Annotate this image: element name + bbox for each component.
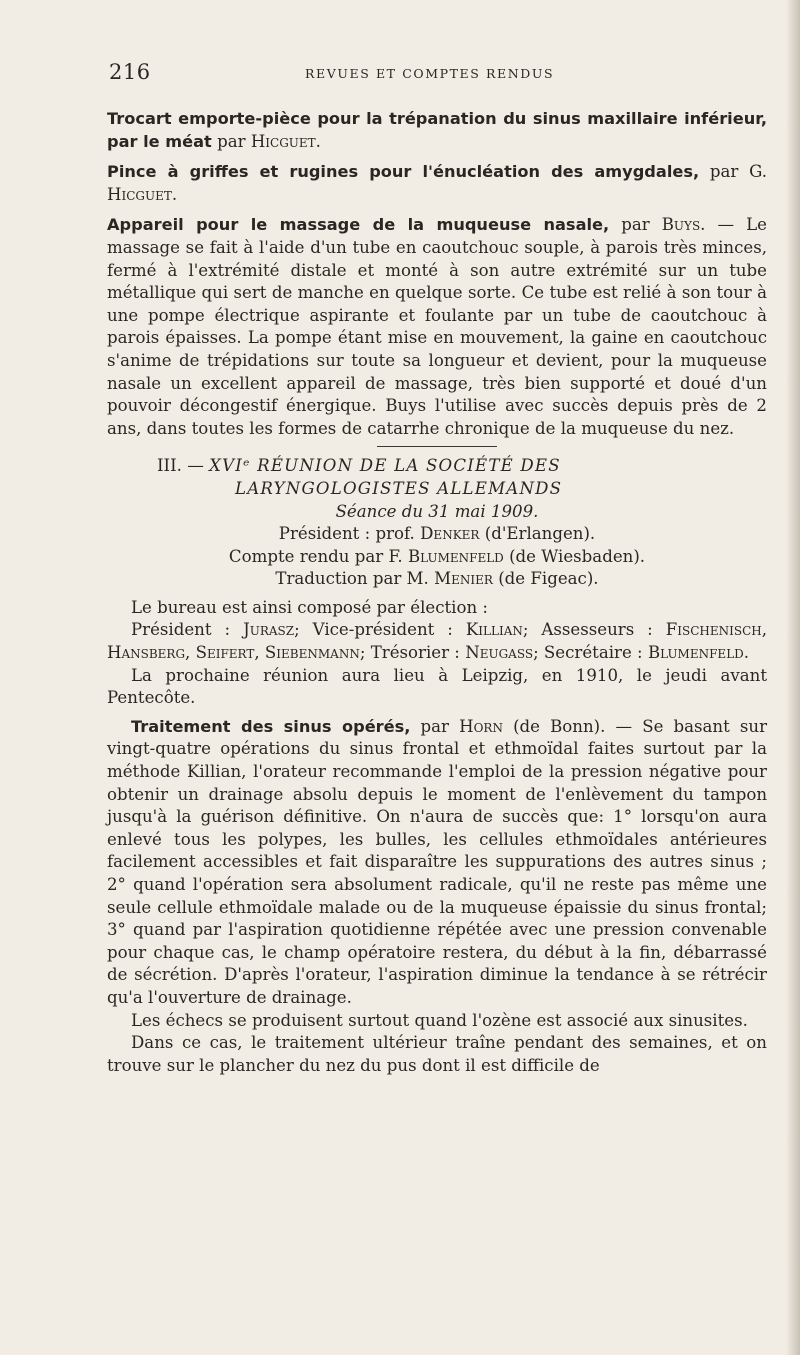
bureau-treasurer-label: ; Trésorier : [359, 643, 460, 663]
translation-place: (de Figeac). [498, 569, 599, 589]
section-translation [107, 568, 767, 591]
entry-author: G. Hicguet. [107, 162, 768, 204]
bureau-assessors-label: ; Assesseurs : [522, 620, 653, 640]
bureau-secretary: Blumenfeld. [647, 643, 750, 663]
section-title-line2: LARYNGOLOGISTES ALLEMANDS [235, 478, 563, 498]
report-name: Blumenfeld [407, 546, 504, 566]
article-by: par [420, 716, 449, 736]
entry-by: par [621, 215, 650, 235]
page-number: 216 [109, 60, 151, 84]
article-text: — Se basant sur vingt-quatre opérations du sinus frontal et ethmoïdal faites surtout par la méthode Killian, l'orateur recommande l'emploi de la pression négative pour obtenir un drainage absolu depuis le moment de l'enlèvement du tampon jusqu'à la guérison définitive. On n'aura de succès que: 1° lorsqu'on aura enlevé tous les polypes, les bulles, les cellules ethmoïdales antérieures facilement accessibles et fait disparaître les suppurations des autres sinus ; 2° quand l'opération sera absolument radicale, qu'il ne reste pas même une seule cellule ethmoïdale malade ou de la muqueuse épaissie du sinus frontal; 3° quand par l'aspiration quotidienne répétée avec une pression convenable pour chaque cas, le champ opératoire restera, du début à la fin, débarrassé de sécrétion. D'après l'orateur, l'aspiration diminue la tendance à se rétrécir qu'a l'ouverture de drainage. [107, 716, 768, 1007]
entry-author: Hicguet. [250, 131, 321, 151]
bureau-members [107, 619, 767, 664]
page-body [107, 108, 767, 1077]
bureau-intro: Le bureau est ainsi composé par élection : [131, 597, 489, 617]
section-heading-line1 [107, 455, 767, 478]
bureau-secretary-label: ; Secrétaire : [533, 643, 643, 663]
entry-title: Appareil pour le massage de la muqueuse nasale, [107, 215, 610, 235]
entry-by: par [217, 131, 246, 151]
entry-text: — Le massage se fait à l'aide d'un tube en caoutchouc souple, à parois très minces, fermé à l'extrémité distale et monté à son autre extrémité sur un tube métallique qui sert de manche en quelque sorte. Ce tube est relié à son tour à une pompe électrique aspirante et foulante par un tube de caoutchouc à parois épaisses. La pompe étant mise en mouvement, la gaine en caoutchouc s'anime de trépidations sur toute sa longueur et devient, pour la muqueuse nasale un excellent appareil de massage, très bien supporté et doué d'un pouvoir décongestif énergique. Buys l'utilise avec succès depuis près de 2 ans, dans toutes les formes de catarrhe chronique de la muqueuse du nez. [107, 215, 767, 438]
entry-title: Trocart emporte-pièce pour la trépanation du sinus maxillaire inférieur, par le méat [107, 109, 767, 151]
president-place: (d'Erlangen). [484, 524, 596, 544]
bureau-treasurer: Neugass [465, 643, 534, 663]
translation-label: Traduction par M. [275, 569, 429, 589]
article-horn [107, 716, 767, 1010]
section-report [107, 546, 767, 569]
entry-by: par [709, 162, 739, 182]
session-date-text: Séance du 31 mai 1909. [335, 501, 539, 521]
article-paragraph-3: Dans ce cas, le traitement ultérieur traîne pendant des semaines, et on trouve sur le plancher du nez du pus dont il est difficile de [107, 1033, 767, 1075]
page-edge-shadow [786, 0, 800, 1355]
article-paragraph-2: Les échecs se produisent surtout quand l'ozène est associé aux sinusites. [131, 1010, 748, 1030]
bureau-assessors: Fischenisch, Hansberg, Seifert, Siebenmann [107, 620, 768, 663]
section-heading-line2 [107, 478, 767, 501]
report-place: (de Wiesbaden). [509, 546, 646, 566]
section-number: III. — [157, 456, 204, 476]
page-header [109, 60, 769, 92]
president-label: Président : prof. [278, 524, 415, 544]
session-date [107, 501, 767, 524]
bureau-vice: Killian [465, 620, 523, 640]
entry-pince [107, 161, 767, 206]
translation-name: Menier [434, 569, 493, 589]
running-head: REVUES ET COMPTES RENDUS [305, 66, 555, 81]
article-place: (de Bonn). [513, 716, 606, 736]
section-divider [377, 446, 497, 447]
entry-author: Buys. [661, 215, 706, 235]
bureau-vice-label: ; Vice-président : [294, 620, 453, 640]
section-title-line1: XVIᵉ RÉUNION DE LA SOCIÉTÉ DES [209, 456, 561, 476]
section-president [107, 523, 767, 546]
bureau-president-label: Président : [131, 620, 231, 640]
bureau-president: Jurasz [243, 620, 295, 640]
entry-title: Pince à griffes et rugines pour l'énucléation des amygdales, [107, 162, 700, 182]
next-meeting: La prochaine réunion aura lieu à Leipzig, en 1910, le jeudi avant Pentecôte. [107, 665, 767, 708]
president-name: Denker [420, 524, 480, 544]
entry-appareil [107, 214, 767, 440]
article-title: Traitement des sinus opérés, [131, 716, 411, 736]
entry-trocart [107, 108, 767, 153]
report-label: Compte rendu par F. [228, 546, 403, 566]
article-author: Horn [459, 716, 503, 736]
